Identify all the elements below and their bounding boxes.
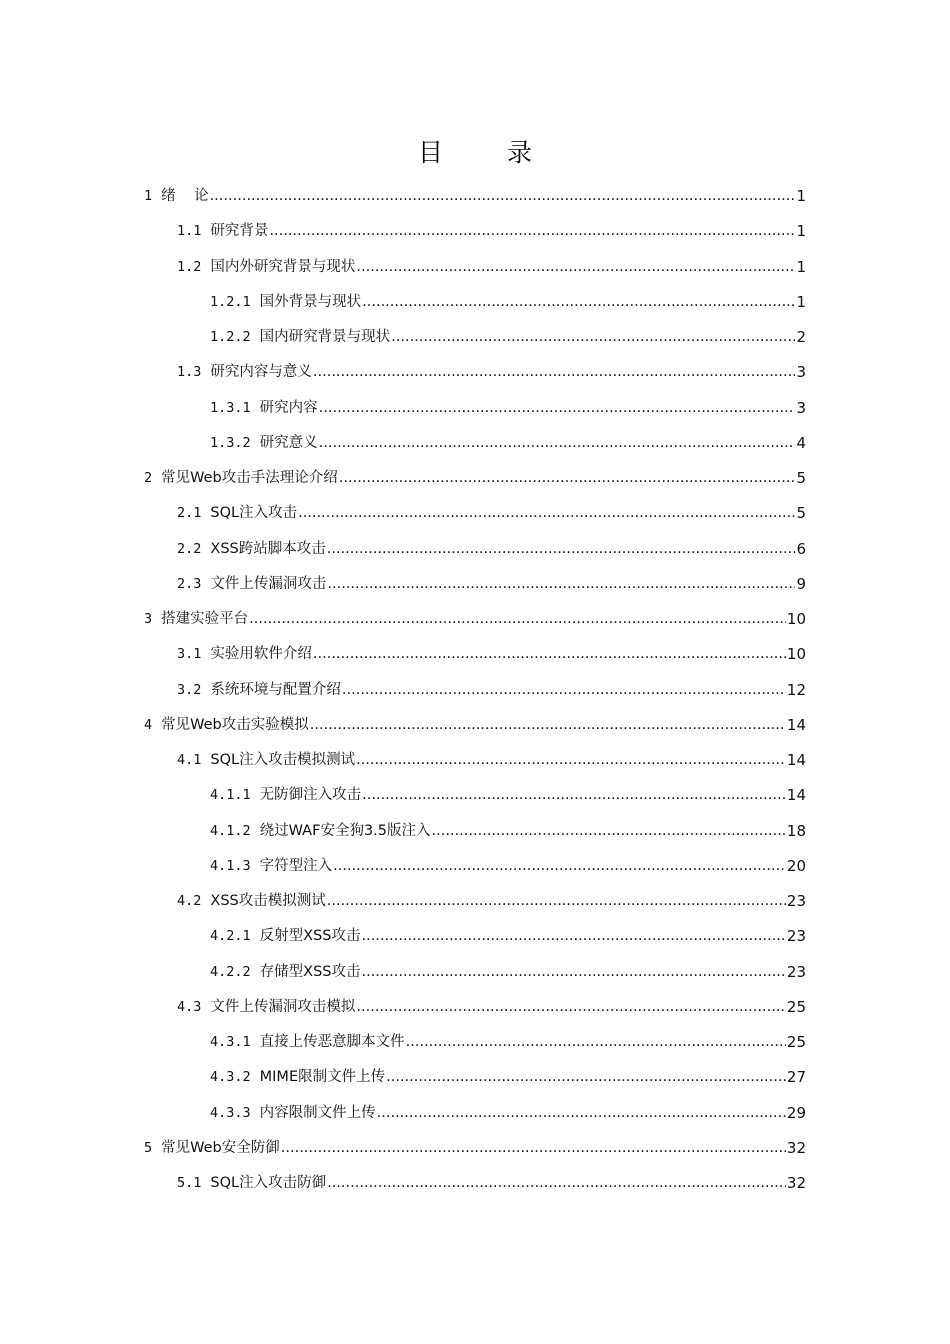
toc-entry-number: 3 bbox=[144, 611, 153, 627]
toc-entry[interactable] bbox=[210, 819, 806, 841]
toc-entry-number: 3.1 bbox=[177, 646, 202, 663]
toc-entry[interactable] bbox=[177, 255, 806, 277]
toc-leader-dots bbox=[356, 997, 786, 1017]
toc-entry-title: 搭建实验平台 bbox=[161, 611, 249, 627]
toc-entry-title: 常见Web安全防御 bbox=[161, 1139, 280, 1156]
toc-leader-dots bbox=[319, 433, 796, 453]
toc-entry-title: XSS跨站脚本攻击 bbox=[210, 540, 326, 557]
toc-entry[interactable] bbox=[177, 889, 806, 911]
toc-entry-page: 1 bbox=[796, 187, 806, 205]
toc-entry-number: 1.3.2 bbox=[210, 434, 251, 451]
toc-entry-title: 研究内容与意义 bbox=[210, 364, 312, 381]
toc-entry-number: 2 bbox=[144, 470, 153, 486]
toc-entry-title: 绪 论 bbox=[161, 188, 209, 204]
toc-entry-page: 4 bbox=[796, 433, 806, 452]
toc-entry[interactable] bbox=[210, 290, 806, 312]
toc-entry-page: 9 bbox=[796, 574, 806, 593]
toc-entry-page: 1 bbox=[796, 257, 806, 276]
toc-entry-title: 国内外研究背景与现状 bbox=[210, 258, 356, 275]
toc-entry-number: 4.3 bbox=[177, 998, 202, 1015]
toc-leader-dots bbox=[391, 327, 795, 347]
toc-entry-title: 常见Web攻击实验模拟 bbox=[161, 716, 309, 733]
toc-entry[interactable] bbox=[177, 572, 806, 594]
toc-entry-number: 4.1.2 bbox=[210, 822, 251, 839]
toc-leader-dots bbox=[313, 644, 786, 664]
toc-entry-page: 5 bbox=[796, 504, 806, 523]
toc-entry-title: 系统环境与配置介绍 bbox=[210, 681, 341, 698]
toc-entry-page: 14 bbox=[786, 715, 806, 734]
toc-entry-page: 23 bbox=[786, 962, 806, 981]
toc-leader-dots bbox=[269, 221, 795, 241]
toc-entry-title: 文件上传漏洞攻击 bbox=[210, 575, 327, 592]
toc-entry-number: 4.2 bbox=[177, 893, 202, 909]
toc-entry-title: 国外背景与现状 bbox=[259, 293, 362, 310]
toc-entry-page: 27 bbox=[786, 1068, 806, 1087]
toc-entry-title: 存储型XSS攻击 bbox=[259, 963, 361, 980]
toc-entry-title: SQL注入攻击 bbox=[210, 505, 298, 522]
toc-leader-dots bbox=[432, 821, 786, 841]
toc-entry-number: 4.1.1 bbox=[210, 787, 251, 804]
toc-leader-dots bbox=[327, 574, 795, 594]
toc-entry-page: 32 bbox=[786, 1174, 806, 1192]
toc-entry-number: 4.3.2 bbox=[210, 1069, 251, 1086]
toc-leader-dots bbox=[310, 715, 786, 735]
toc-entry-title: 绕过WAF安全狗3.5版注入 bbox=[259, 822, 431, 839]
toc-entry-title: 常见Web攻击手法理论介绍 bbox=[161, 470, 338, 486]
toc-leader-dots bbox=[298, 503, 795, 523]
toc-entry[interactable] bbox=[177, 360, 806, 382]
toc-entry[interactable] bbox=[210, 854, 806, 876]
toc-entry-number: 4.2.2 bbox=[210, 963, 251, 980]
toc-entry[interactable] bbox=[144, 466, 806, 488]
toc-entry-title: 直接上传恶意脚本文件 bbox=[259, 1034, 405, 1050]
toc-entry[interactable] bbox=[210, 431, 806, 453]
toc-entry-number: 1.2.1 bbox=[210, 293, 251, 310]
toc-entry-number: 1.1 bbox=[177, 223, 202, 240]
toc-entry[interactable] bbox=[177, 642, 806, 664]
toc-entry-page: 3 bbox=[796, 398, 806, 417]
toc-entry-page: 23 bbox=[786, 927, 806, 946]
toc-entry-page: 1 bbox=[796, 292, 806, 311]
toc-entry-number: 4.1 bbox=[177, 752, 202, 768]
page-title: 目 录 bbox=[418, 138, 560, 167]
toc-entry-number: 1.2.2 bbox=[210, 329, 251, 345]
toc-entry-number: 5 bbox=[144, 1139, 153, 1156]
toc-entry-title: 研究内容 bbox=[259, 399, 318, 416]
toc-entry-page: 32 bbox=[786, 1138, 806, 1157]
toc-entry-title: SQL注入攻击防御 bbox=[210, 1175, 327, 1191]
toc-leader-dots bbox=[327, 539, 796, 559]
toc-leader-dots bbox=[327, 1173, 786, 1193]
toc-leader-dots bbox=[356, 750, 786, 770]
toc-leader-dots bbox=[313, 362, 796, 382]
toc-entry-title: 文件上传漏洞攻击模拟 bbox=[210, 998, 356, 1015]
toc-entry-page: 5 bbox=[796, 469, 806, 487]
toc-entry-number: 1.3 bbox=[177, 364, 202, 381]
toc-entry-title: 国内研究背景与现状 bbox=[259, 329, 391, 345]
toc-entry-page: 14 bbox=[786, 751, 806, 769]
toc-leader-dots bbox=[386, 1067, 786, 1087]
toc-entry[interactable] bbox=[210, 783, 806, 805]
toc-entry-number: 2.3 bbox=[177, 575, 202, 592]
toc-leader-dots bbox=[356, 257, 795, 277]
toc-entry-number: 2.2 bbox=[177, 540, 202, 557]
toc-entry[interactable] bbox=[177, 678, 806, 700]
toc-entry[interactable] bbox=[210, 1101, 806, 1123]
toc-leader-dots bbox=[249, 609, 786, 629]
toc-entry[interactable] bbox=[210, 396, 806, 418]
toc-entry-number: 4 bbox=[144, 716, 153, 733]
toc-entry-page: 25 bbox=[786, 997, 806, 1016]
toc-entry[interactable] bbox=[177, 995, 806, 1017]
toc-entry[interactable] bbox=[210, 1030, 806, 1052]
toc-entry-page: 18 bbox=[786, 821, 806, 840]
toc-leader-dots bbox=[361, 962, 785, 982]
toc-entry-page: 10 bbox=[786, 610, 806, 628]
toc-leader-dots bbox=[319, 398, 796, 418]
toc-entry[interactable] bbox=[144, 607, 806, 629]
toc-entry-title: MIME限制文件上传 bbox=[259, 1069, 386, 1086]
toc-entry[interactable] bbox=[177, 748, 806, 770]
toc-leader-dots bbox=[362, 785, 786, 805]
toc-entry-number: 4.3.3 bbox=[210, 1104, 251, 1121]
toc-entry-page: 23 bbox=[786, 892, 806, 910]
toc-entry-page: 10 bbox=[786, 645, 806, 664]
toc-leader-dots bbox=[327, 891, 786, 911]
toc-leader-dots bbox=[342, 680, 786, 700]
toc-entry-number: 4.3.1 bbox=[210, 1034, 251, 1050]
toc-entry-page: 29 bbox=[786, 1103, 806, 1122]
toc-entry[interactable] bbox=[144, 1136, 806, 1158]
toc-leader-dots bbox=[339, 468, 796, 488]
toc-entry-title: XSS攻击模拟测试 bbox=[210, 893, 326, 909]
toc-entry-title: 字符型注入 bbox=[259, 857, 333, 874]
toc-leader-dots bbox=[333, 856, 786, 876]
toc-entry-number: 5.1 bbox=[177, 1175, 202, 1191]
toc-entry-title: 实验用软件介绍 bbox=[210, 646, 312, 663]
toc-leader-dots bbox=[210, 186, 796, 206]
toc-entry[interactable] bbox=[210, 325, 806, 347]
toc-entry[interactable] bbox=[177, 219, 806, 241]
toc-entry-page: 1 bbox=[796, 222, 806, 241]
toc-entry-number: 1.2 bbox=[177, 258, 202, 275]
toc-entry-page: 2 bbox=[796, 328, 806, 346]
toc-entry[interactable] bbox=[177, 537, 806, 559]
toc-entry[interactable] bbox=[210, 1065, 806, 1087]
toc-entry[interactable] bbox=[144, 713, 806, 735]
toc-entry-title: 无防御注入攻击 bbox=[259, 787, 362, 804]
toc-entry[interactable] bbox=[210, 960, 806, 982]
toc-entry-page: 12 bbox=[786, 680, 806, 699]
toc-entry-number: 4.1.3 bbox=[210, 857, 251, 874]
toc-entry-page: 14 bbox=[786, 786, 806, 805]
toc-entry-title: 内容限制文件上传 bbox=[259, 1104, 376, 1121]
toc-entry-number: 1.3.1 bbox=[210, 399, 251, 416]
toc-entry-page: 25 bbox=[786, 1033, 806, 1051]
toc-entry[interactable] bbox=[177, 1171, 806, 1193]
toc-entry[interactable] bbox=[210, 924, 806, 946]
toc-entry-page: 3 bbox=[796, 363, 806, 382]
toc-entry-title: 反射型XSS攻击 bbox=[259, 928, 361, 945]
toc-entry-number: 3.2 bbox=[177, 681, 202, 698]
toc-entry[interactable] bbox=[144, 184, 806, 206]
toc-leader-dots bbox=[362, 292, 795, 312]
toc-entry-number: 2.1 bbox=[177, 505, 202, 522]
toc-entry-title: SQL注入攻击模拟测试 bbox=[210, 752, 356, 768]
toc-entry-title: 研究意义 bbox=[259, 434, 318, 451]
toc-entry[interactable] bbox=[177, 501, 806, 523]
toc-entry-page: 20 bbox=[786, 856, 806, 875]
toc-leader-dots bbox=[361, 926, 785, 946]
toc-entry-page: 6 bbox=[796, 539, 806, 558]
toc-entry-number: 4.2.1 bbox=[210, 928, 251, 945]
toc-entry-title: 研究背景 bbox=[210, 223, 269, 240]
toc-leader-dots bbox=[377, 1103, 786, 1123]
toc-leader-dots bbox=[281, 1138, 786, 1158]
toc-leader-dots bbox=[406, 1032, 786, 1052]
toc-entry-number: 1 bbox=[144, 188, 153, 204]
